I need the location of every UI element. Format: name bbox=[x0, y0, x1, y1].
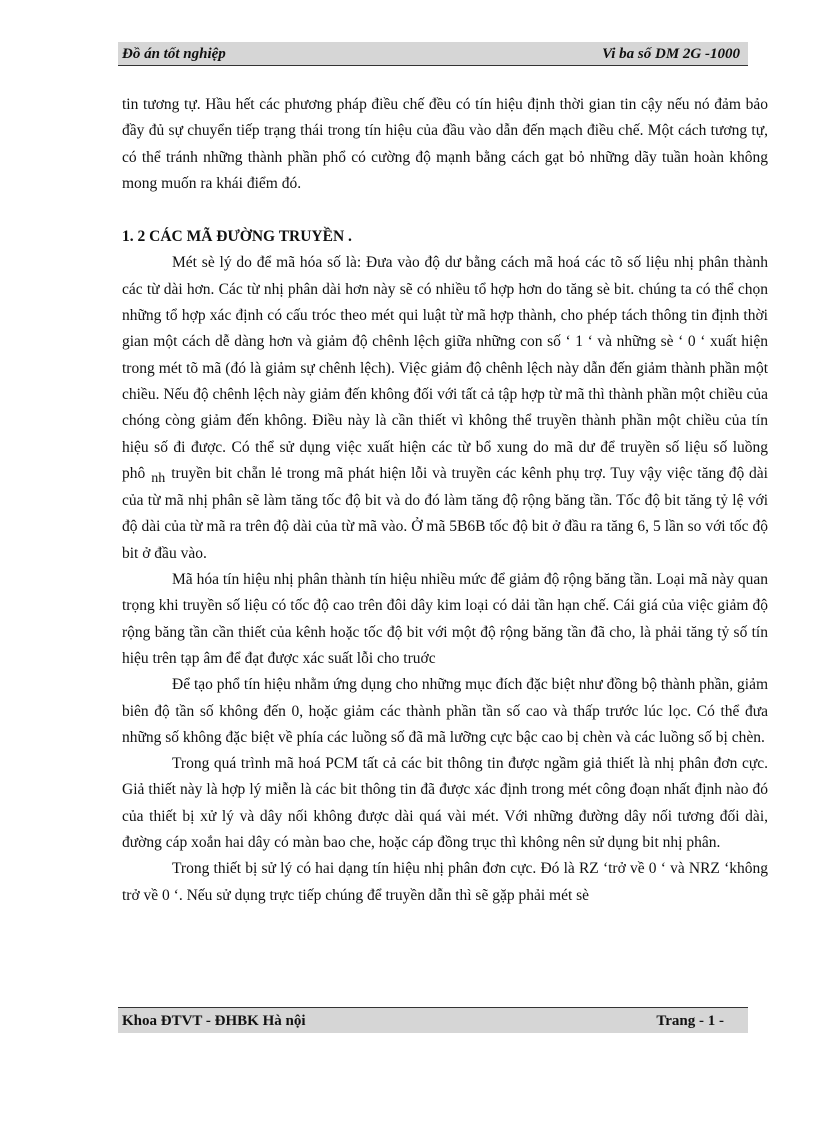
section-heading: 1. 2 CÁC MÃ ĐƯỜNG TRUYỀN . bbox=[122, 228, 352, 246]
paragraph-3: Để tạo phổ tín hiệu nhằm ứng dụng cho những mục đích đặc biệt như đồng bộ thành phần, giảm biên độ tần số không đến 0, hoặc giảm các thành phần tần số cao và thấp trước lúc lọc. Có thể đưa những số không đặc biệt về phía các luồng số đã mã lưỡng cực bậc cao bị chèn và các luồng số bị chèn. bbox=[122, 676, 769, 746]
header-project-title: Vi ba số DM 2G -1000 bbox=[602, 46, 740, 62]
paragraph-1-text-a: Mét sè lý do để mã hóa số là: Đưa vào độ dư bằng cách mã hoá các tõ số liệu nhị phân thành các từ dài hơn. Các từ nhị phân dài hơn này sẽ có nhiều tổ hợp hơn do tăng sè bit. chúng ta có thể chọn những tổ hợp xác định có cấu tróc theo mét qui luật từ mã hợp thành, cho phép tách thông tin định thời gian một cách dễ dàng hơn và giảm độ chênh lệch giữa những con số ‘ 1 ‘ và những sè ‘ 0 ‘ xuất hiện trong mét tõ mã (đó là giảm sự chênh lệch). Việc giảm độ chênh lệch này dẫn đến giảm thành phần một chiều. Nếu độ chênh lệch này giảm đến không đối với tất cả tập hợp từ mã thì thành phần một chiều của chóng còng giảm đến không. Điều này là cần thiết vì không thể truyền thành phần một chiều của tín hiệu số đi được. Có thể sử dụng việc xuất hiện các từ bổ xung do mã dư để truyền số liệu số luồng phô bbox=[122, 254, 768, 482]
page-header bbox=[118, 42, 748, 66]
footer-department: Khoa ĐTVT - ĐHBK Hà nội bbox=[122, 1013, 306, 1029]
header-document-title: Đồ án tốt nghiệp bbox=[122, 46, 226, 62]
paragraph-2: Mã hóa tín hiệu nhị phân thành tín hiệu nhiều mức để giảm độ rộng băng tần. Loại mã này quan trọng khi truyền số liệu có tốc độ cao trên đôi dây kim loại có dải tần hạn chế. Cái giá của việc giảm độ rộng băng tần cần thiết của kênh hoặc tốc độ bit với một độ rộng băng tần đã cho, là phải tăng tỷ số tín hiệu trên tạp âm để đạt được xác suất lỗi cho truớc bbox=[122, 571, 768, 667]
intro-paragraph: tin tương tự. Hầu hết các phương pháp điều chế đều có tín hiệu định thời gian tin cậy nếu nó đảm bảo đầy đủ sự chuyển tiếp trạng thái trong tín hiệu của đầu vào dẫn đến mạch điều chế. Một cách tương tự, có thể tránh những thành phần phổ có cường độ mạnh bằng cách gạt bỏ những dãy tuần hoàn không mong muốn ra khái điểm đó. bbox=[122, 96, 768, 192]
paragraph-1-text-b: truyền bit chẵn lẻ trong mã phát hiện lỗi và truyền các kênh phụ trợ. Tuy vậy việc tăng độ dài của từ mã nhị phân sẽ làm tăng tốc độ bit và do đó làm tăng độ rộng băng tần. Tốc độ bit tăng tỷ lệ với độ dài của từ mã ra trên độ dài của từ mã vào. Ở mã 5B6B tốc độ bit ở đầu ra tăng 6, 5 lần so với tốc độ bit ở đầu vào. bbox=[122, 464, 768, 562]
paragraph-1-subscript: nh bbox=[151, 470, 166, 486]
paragraph-5: Trong thiết bị sử lý có hai dạng tín hiệu nhị phân đơn cực. Đó là RZ ‘trở về 0 ‘ và NRZ ‘không trở về 0 ‘. Nếu sử dụng trực tiếp chúng để truyền dẫn thì sẽ gặp phải mét sè bbox=[122, 860, 768, 904]
paragraph-1 bbox=[122, 250, 768, 567]
page-footer bbox=[118, 1007, 748, 1033]
footer-page-number: Trang - 1 - bbox=[656, 1013, 724, 1029]
paragraph-4: Trong quá trình mã hoá PCM tất cả các bit thông tin được ngầm giả thiết là nhị phân đơn cực. Giả thiết này là hợp lý miễn là các bit thông tin đã được xác định trong mét công đoạn nhất định nào đó của thiết bị xử lý và dây nối không được dài quá vài mét. Với những đường dây nối tương đối dài, đường cáp xoắn hai dây có màn bao che, hoặc cáp đồng trục thì không nên sử dụng bit nhị phân. bbox=[122, 755, 768, 852]
document-body bbox=[122, 92, 768, 909]
